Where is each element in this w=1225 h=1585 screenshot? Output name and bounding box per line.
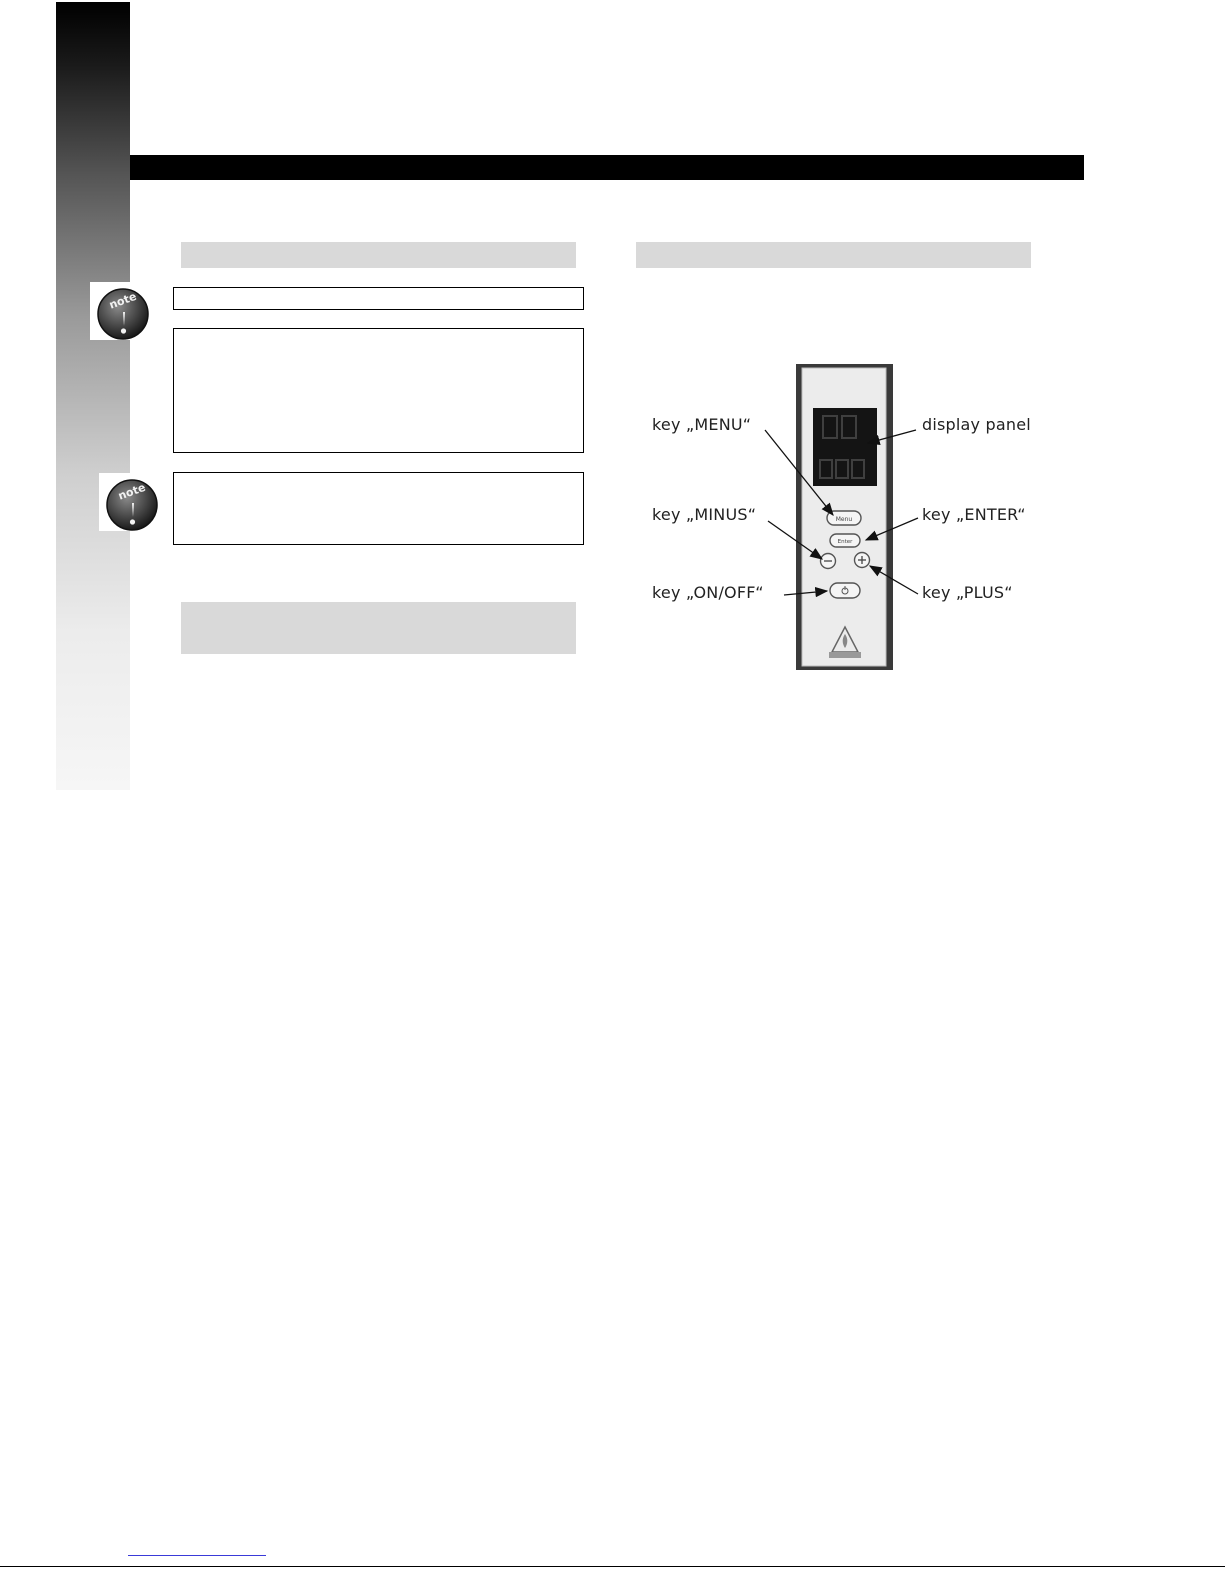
callout-key-plus: key „PLUS“ bbox=[922, 583, 1013, 602]
svg-text:note: note bbox=[107, 289, 139, 312]
callout-key-menu: key „MENU“ bbox=[652, 415, 752, 434]
callout-key-minus: key „MINUS“ bbox=[652, 505, 757, 524]
arrow-minus bbox=[768, 521, 822, 559]
menu-key-label: Menu bbox=[835, 516, 853, 523]
svg-text:note: note bbox=[116, 480, 148, 503]
arrow-plus bbox=[870, 566, 918, 594]
callout-key-enter: key „ENTER“ bbox=[922, 505, 1026, 524]
arrow-display bbox=[868, 430, 916, 443]
enter-key-label: Enter bbox=[837, 539, 853, 545]
callout-key-onoff: key „ON/OFF“ bbox=[652, 583, 764, 602]
footer-rule bbox=[0, 1566, 1225, 1567]
footer-link-underline[interactable] bbox=[128, 1555, 266, 1556]
arrow-menu bbox=[765, 430, 833, 515]
arrow-enter bbox=[866, 518, 918, 540]
arrow-onoff bbox=[784, 591, 827, 595]
callout-display-panel: display panel bbox=[922, 415, 1031, 434]
